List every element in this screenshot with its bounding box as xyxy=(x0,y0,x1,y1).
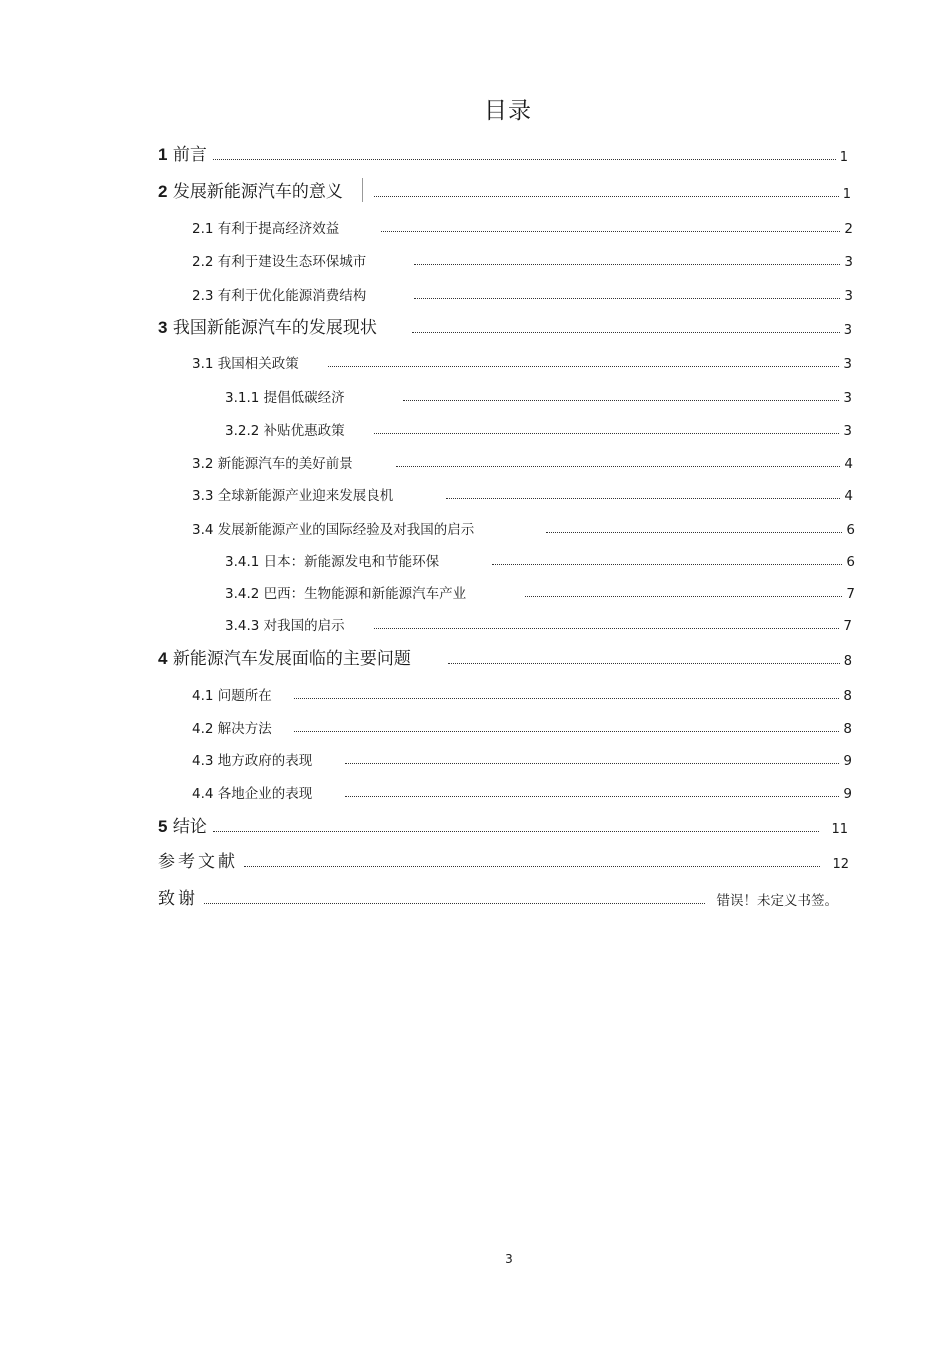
toc-entry[interactable] xyxy=(158,815,848,837)
toc-entry-page: 8 xyxy=(843,688,852,704)
toc-entry-number: 2.3 xyxy=(192,288,214,304)
toc-entry-number: 5 xyxy=(158,817,168,836)
toc-dot-leader xyxy=(381,231,840,232)
toc-entry-text: 结论 xyxy=(172,817,207,837)
toc-dot-leader xyxy=(374,196,839,197)
toc-entry-label xyxy=(192,782,339,802)
toc-entry-page: 3 xyxy=(843,390,852,406)
toc-entry-text: 发展新能源汽车的意义 xyxy=(172,182,343,202)
toc-entry-label xyxy=(158,884,198,909)
toc-dot-leader xyxy=(374,628,839,629)
toc-dot-leader xyxy=(412,332,840,333)
toc-entry-label xyxy=(192,717,288,737)
toc-entry-page: 1 xyxy=(839,150,848,165)
toc-entry-number: 3.4.1 xyxy=(225,554,260,570)
toc-entry-number: 3.4.2 xyxy=(225,586,260,602)
toc-entry[interactable] xyxy=(192,450,853,472)
toc-entry-label xyxy=(158,177,368,202)
toc-entry-label xyxy=(158,812,207,837)
toc-entry-label xyxy=(158,847,238,872)
toc-dot-leader xyxy=(345,763,839,764)
toc-dot-leader xyxy=(244,866,820,867)
toc-dot-leader xyxy=(403,400,839,401)
toc-entry-number: 3.1.1 xyxy=(225,390,260,406)
toc-entry[interactable] xyxy=(192,682,852,704)
toc-entry-page: 9 xyxy=(843,786,852,802)
toc-dot-leader xyxy=(414,298,840,299)
toc-entry-text: 参考文献 xyxy=(158,852,238,872)
toc-entry-page: 8 xyxy=(843,721,852,737)
toc-entry[interactable] xyxy=(192,747,852,769)
page-number: 3 xyxy=(505,1252,513,1266)
toc-entry-text: 致谢 xyxy=(158,889,198,909)
toc-entry-label xyxy=(192,284,408,304)
toc-entry-text: 发展新能源产业的国际经验及对我国的启示 xyxy=(217,522,475,538)
toc-entry[interactable] xyxy=(192,715,852,737)
toc-entry[interactable] xyxy=(225,384,852,406)
toc-entry-page: 1 xyxy=(842,187,851,202)
toc-entry-page: 6 xyxy=(846,554,855,570)
toc-entry-text: 新能源汽车发展面临的主要问题 xyxy=(172,649,411,669)
toc-entry-page: 11 xyxy=(831,822,848,837)
toc-entry-page: 7 xyxy=(843,618,852,634)
toc-entry-number: 3.4 xyxy=(192,522,214,538)
toc-dot-leader xyxy=(213,831,820,832)
toc-entry-number: 2 xyxy=(158,182,168,201)
toc-entry-number: 3 xyxy=(158,318,168,337)
toc-dot-leader xyxy=(446,498,840,499)
toc-entry-number: 3.1 xyxy=(192,356,214,372)
toc-entry-label xyxy=(225,582,519,602)
toc-dot-leader xyxy=(525,596,842,597)
toc-entry-page: 9 xyxy=(843,753,852,769)
toc-entry-page: 12 xyxy=(832,857,849,872)
toc-dot-leader xyxy=(204,903,705,904)
toc-entry-number: 4.4 xyxy=(192,786,214,802)
toc-entry-page: 3 xyxy=(843,323,852,338)
toc-entry-number: 3.2.2 xyxy=(225,423,260,439)
toc-entry-number: 4 xyxy=(158,649,168,668)
toc-entry-number: 2.2 xyxy=(192,254,214,270)
toc-dot-leader xyxy=(374,433,839,434)
toc-dot-leader xyxy=(414,264,840,265)
toc-entry[interactable] xyxy=(158,180,851,202)
toc-entry-label xyxy=(225,550,486,570)
toc-entry-page: 8 xyxy=(843,654,852,669)
toc-entry-number: 3.4.3 xyxy=(225,618,260,634)
toc-entry-text: 日本：新能源发电和节能环保 xyxy=(263,554,440,570)
toc-entry-text: 前言 xyxy=(172,145,207,165)
toc-entry-label xyxy=(192,518,540,538)
toc-entry[interactable] xyxy=(225,612,852,634)
toc-entry-number: 4.3 xyxy=(192,753,214,769)
toc-entry[interactable] xyxy=(192,482,853,504)
toc-entry[interactable] xyxy=(192,248,853,270)
toc-entry-text: 补贴优惠政策 xyxy=(263,423,345,439)
toc-entry-label xyxy=(158,140,207,165)
toc-entry-label xyxy=(192,749,339,769)
toc-entry-page: 3 xyxy=(844,288,853,304)
toc-dot-leader xyxy=(294,731,839,732)
toc-dot-leader xyxy=(294,698,839,699)
toc-entry-label xyxy=(192,217,375,237)
toc-dot-leader xyxy=(546,532,842,533)
toc-entry[interactable] xyxy=(192,350,852,372)
toc-entry-text: 对我国的启示 xyxy=(263,618,345,634)
toc-entry-text: 新能源汽车的美好前景 xyxy=(217,456,353,472)
toc-entry-page: 错误！未定义书签。 xyxy=(716,893,838,909)
toc-entry-text: 提倡低碳经济 xyxy=(263,390,345,406)
toc-entry-page: 2 xyxy=(844,221,853,237)
toc-dot-leader xyxy=(345,796,839,797)
toc-entry-label xyxy=(158,644,442,669)
toc-entry-text: 解决方法 xyxy=(217,721,272,737)
toc-entry[interactable] xyxy=(192,215,853,237)
toc-entry-label xyxy=(192,684,288,704)
toc-dot-leader xyxy=(492,564,842,565)
toc-entry-page: 4 xyxy=(844,488,853,504)
toc-entry-page: 3 xyxy=(844,254,853,270)
toc-dot-leader xyxy=(396,466,840,467)
toc-entry-page: 7 xyxy=(846,586,855,602)
toc-entry-text: 全球新能源产业迎来发展良机 xyxy=(217,488,394,504)
toc-entry[interactable] xyxy=(225,580,855,602)
toc-entry-label xyxy=(192,250,408,270)
toc-entry-label xyxy=(225,614,368,634)
toc-entry[interactable] xyxy=(158,316,852,338)
toc-entry-number: 2.1 xyxy=(192,221,214,237)
toc-entry[interactable] xyxy=(225,417,852,439)
toc-entry-page: 3 xyxy=(843,356,852,372)
toc-entry-number: 3.3 xyxy=(192,488,214,504)
toc-entry[interactable] xyxy=(158,887,838,909)
toc-entry[interactable] xyxy=(192,282,853,304)
toc-entry[interactable] xyxy=(158,850,849,872)
toc-entry-label xyxy=(192,484,440,504)
toc-entry-number: 4.1 xyxy=(192,688,214,704)
toc-entry-text: 我国相关政策 xyxy=(217,356,299,372)
toc-entry-page: 4 xyxy=(844,456,853,472)
toc-entry-number: 3.2 xyxy=(192,456,214,472)
toc-entry-number: 4.2 xyxy=(192,721,214,737)
toc-entry-text: 各地企业的表现 xyxy=(217,786,313,802)
toc-entry-page: 3 xyxy=(843,423,852,439)
toc-entry-text: 地方政府的表现 xyxy=(217,753,313,769)
toc-entry-page: 6 xyxy=(846,522,855,538)
toc-entry-text: 有利于建设生态环保城市 xyxy=(217,254,367,270)
toc-dot-leader xyxy=(213,159,836,160)
toc-entry-text: 我国新能源汽车的发展现状 xyxy=(172,318,377,338)
toc-entry-text: 有利于优化能源消费结构 xyxy=(217,288,367,304)
toc-entry[interactable] xyxy=(225,548,855,570)
toc-entry[interactable] xyxy=(158,647,852,669)
toc-entry-label xyxy=(225,386,397,406)
toc-dot-leader xyxy=(448,663,840,664)
toc-entry-text: 有利于提高经济效益 xyxy=(217,221,340,237)
toc-entry-label xyxy=(225,419,368,439)
toc-entry[interactable] xyxy=(158,143,848,165)
toc-entry-label xyxy=(192,452,390,472)
toc-entry-label xyxy=(158,313,406,338)
toc-entry-label xyxy=(192,352,322,372)
toc-entry-number: 1 xyxy=(158,145,168,164)
toc-entry[interactable] xyxy=(192,516,855,538)
toc-title: 目录 xyxy=(484,98,532,124)
toc-entry[interactable] xyxy=(192,780,852,802)
toc-entry-text: 巴西：生物能源和新能源汽车产业 xyxy=(263,586,467,602)
toc-entry-text: 问题所在 xyxy=(217,688,272,704)
toc-dot-leader xyxy=(328,366,839,367)
